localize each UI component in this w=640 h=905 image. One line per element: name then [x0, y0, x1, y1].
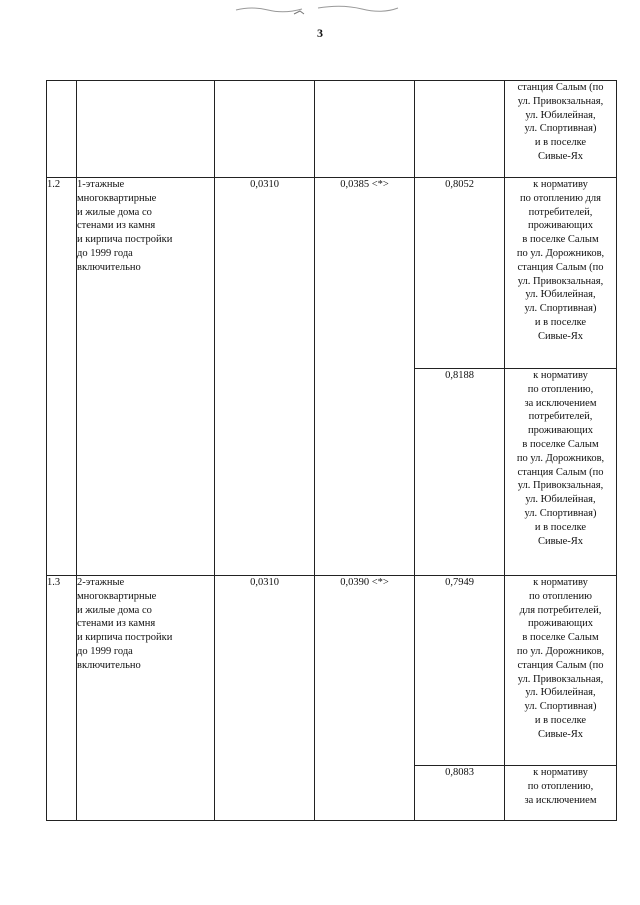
- note-line: к нормативу: [533, 767, 588, 778]
- note-line: ул. Спортивная): [524, 123, 597, 135]
- name-line: включительно: [77, 261, 141, 273]
- row-number: 1.3: [47, 576, 77, 821]
- row-number: 1.2: [47, 178, 77, 576]
- note-line: ул. Спортивная): [524, 507, 597, 519]
- table-row: [47, 81, 617, 178]
- note-line: ул. Юбилейная,: [525, 289, 596, 301]
- value3-cell: 0,8052: [415, 178, 505, 369]
- note-line: ул. Привокзальная,: [517, 673, 604, 685]
- value3-cell: 0,8188: [415, 369, 505, 576]
- name-line: включительно: [77, 659, 141, 671]
- note-line: и в поселке: [534, 137, 587, 149]
- note-line: ул. Спортивная): [524, 303, 597, 315]
- note-cell: [505, 576, 617, 766]
- name-line: и кирпича постройки: [77, 234, 173, 246]
- name-line: и жилые дома со: [77, 604, 152, 616]
- value1-cell: 0,0310: [215, 576, 315, 821]
- value2-cell: 0,0385 <*>: [315, 178, 415, 576]
- note-line: за исключением: [524, 397, 597, 409]
- note-line: ул. Юбилейная,: [525, 109, 596, 121]
- note-line: по отоплению,: [527, 383, 594, 395]
- note-line: ул. Привокзальная,: [517, 480, 604, 492]
- note-line: ул. Привокзальная,: [517, 95, 604, 107]
- name-cell: [77, 81, 215, 178]
- note-line: по ул. Дорожников,: [516, 645, 605, 657]
- value2-cell: [315, 81, 415, 178]
- value3-cell: 0,7949: [415, 576, 505, 766]
- note-line: потребителей,: [528, 206, 593, 218]
- note-line: станция Салым (по: [517, 261, 604, 273]
- name-line: многоквартирные: [77, 590, 157, 602]
- scan-artifact: [232, 2, 402, 16]
- building-type-cell: [77, 576, 215, 821]
- note-line: по отоплению: [529, 590, 592, 602]
- note-line: проживающих: [527, 618, 593, 630]
- note-line: к нормативу: [533, 370, 588, 381]
- note-line: станция Салым (по: [517, 466, 604, 478]
- note-line: к нормативу: [533, 179, 588, 190]
- note-line: ул. Юбилейная,: [525, 494, 596, 506]
- note-line: станция Салым (по: [517, 659, 604, 671]
- note-line: и в поселке: [534, 714, 587, 726]
- name-line: до 1999 года: [77, 645, 133, 657]
- value1-cell: [215, 81, 315, 178]
- note-line: за исключением: [524, 794, 597, 806]
- note-cell: [505, 766, 617, 821]
- note-line: Сивые-Ях: [537, 728, 584, 740]
- name-line: и жилые дома со: [77, 206, 152, 218]
- note-line: потребителей,: [528, 411, 593, 423]
- tariff-table: [46, 80, 617, 821]
- value2-cell: 0,0390 <*>: [315, 576, 415, 821]
- value3-cell: 0,8083: [415, 766, 505, 821]
- note-line: станция Салым (по: [517, 82, 604, 93]
- note-line: ул. Привокзальная,: [517, 275, 604, 287]
- note-line: ул. Юбилейная,: [525, 687, 596, 699]
- note-line: по отоплению,: [527, 780, 594, 792]
- note-line: по ул. Дорожников,: [516, 247, 605, 259]
- building-type-cell: [77, 178, 215, 576]
- name-line: 1-этажные: [77, 179, 125, 190]
- note-line: в поселке Салым: [522, 234, 599, 246]
- note-line: в поселке Салым: [522, 438, 599, 450]
- note-line: для потребителей,: [519, 604, 602, 616]
- name-line: стенами из камня: [77, 220, 156, 232]
- number-cell: [47, 81, 77, 178]
- note-line: проживающих: [527, 220, 593, 232]
- value3-cell: [415, 81, 505, 178]
- name-line: 2-этажные: [77, 577, 125, 588]
- note-cell: [505, 178, 617, 369]
- note-cell: [505, 369, 617, 576]
- note-line: проживающих: [527, 425, 593, 437]
- note-cell: [505, 81, 617, 178]
- name-line: многоквартирные: [77, 192, 157, 204]
- name-line: до 1999 года: [77, 247, 133, 259]
- name-line: и кирпича постройки: [77, 632, 173, 644]
- note-line: Сивые-Ях: [537, 535, 584, 547]
- note-line: Сивые-Ях: [537, 330, 584, 342]
- note-line: по ул. Дорожников,: [516, 452, 605, 464]
- note-line: в поселке Салым: [522, 632, 599, 644]
- name-line: стенами из камня: [77, 618, 156, 630]
- table-row: [47, 576, 617, 766]
- table-row: [47, 178, 617, 369]
- note-line: Сивые-Ях: [537, 150, 584, 162]
- note-line: к нормативу: [533, 577, 588, 588]
- note-line: ул. Спортивная): [524, 701, 597, 713]
- note-line: и в поселке: [534, 316, 587, 328]
- value1-cell: 0,0310: [215, 178, 315, 576]
- page-number: 3: [317, 26, 323, 40]
- note-line: по отоплению для: [520, 192, 601, 204]
- note-line: и в поселке: [534, 521, 587, 533]
